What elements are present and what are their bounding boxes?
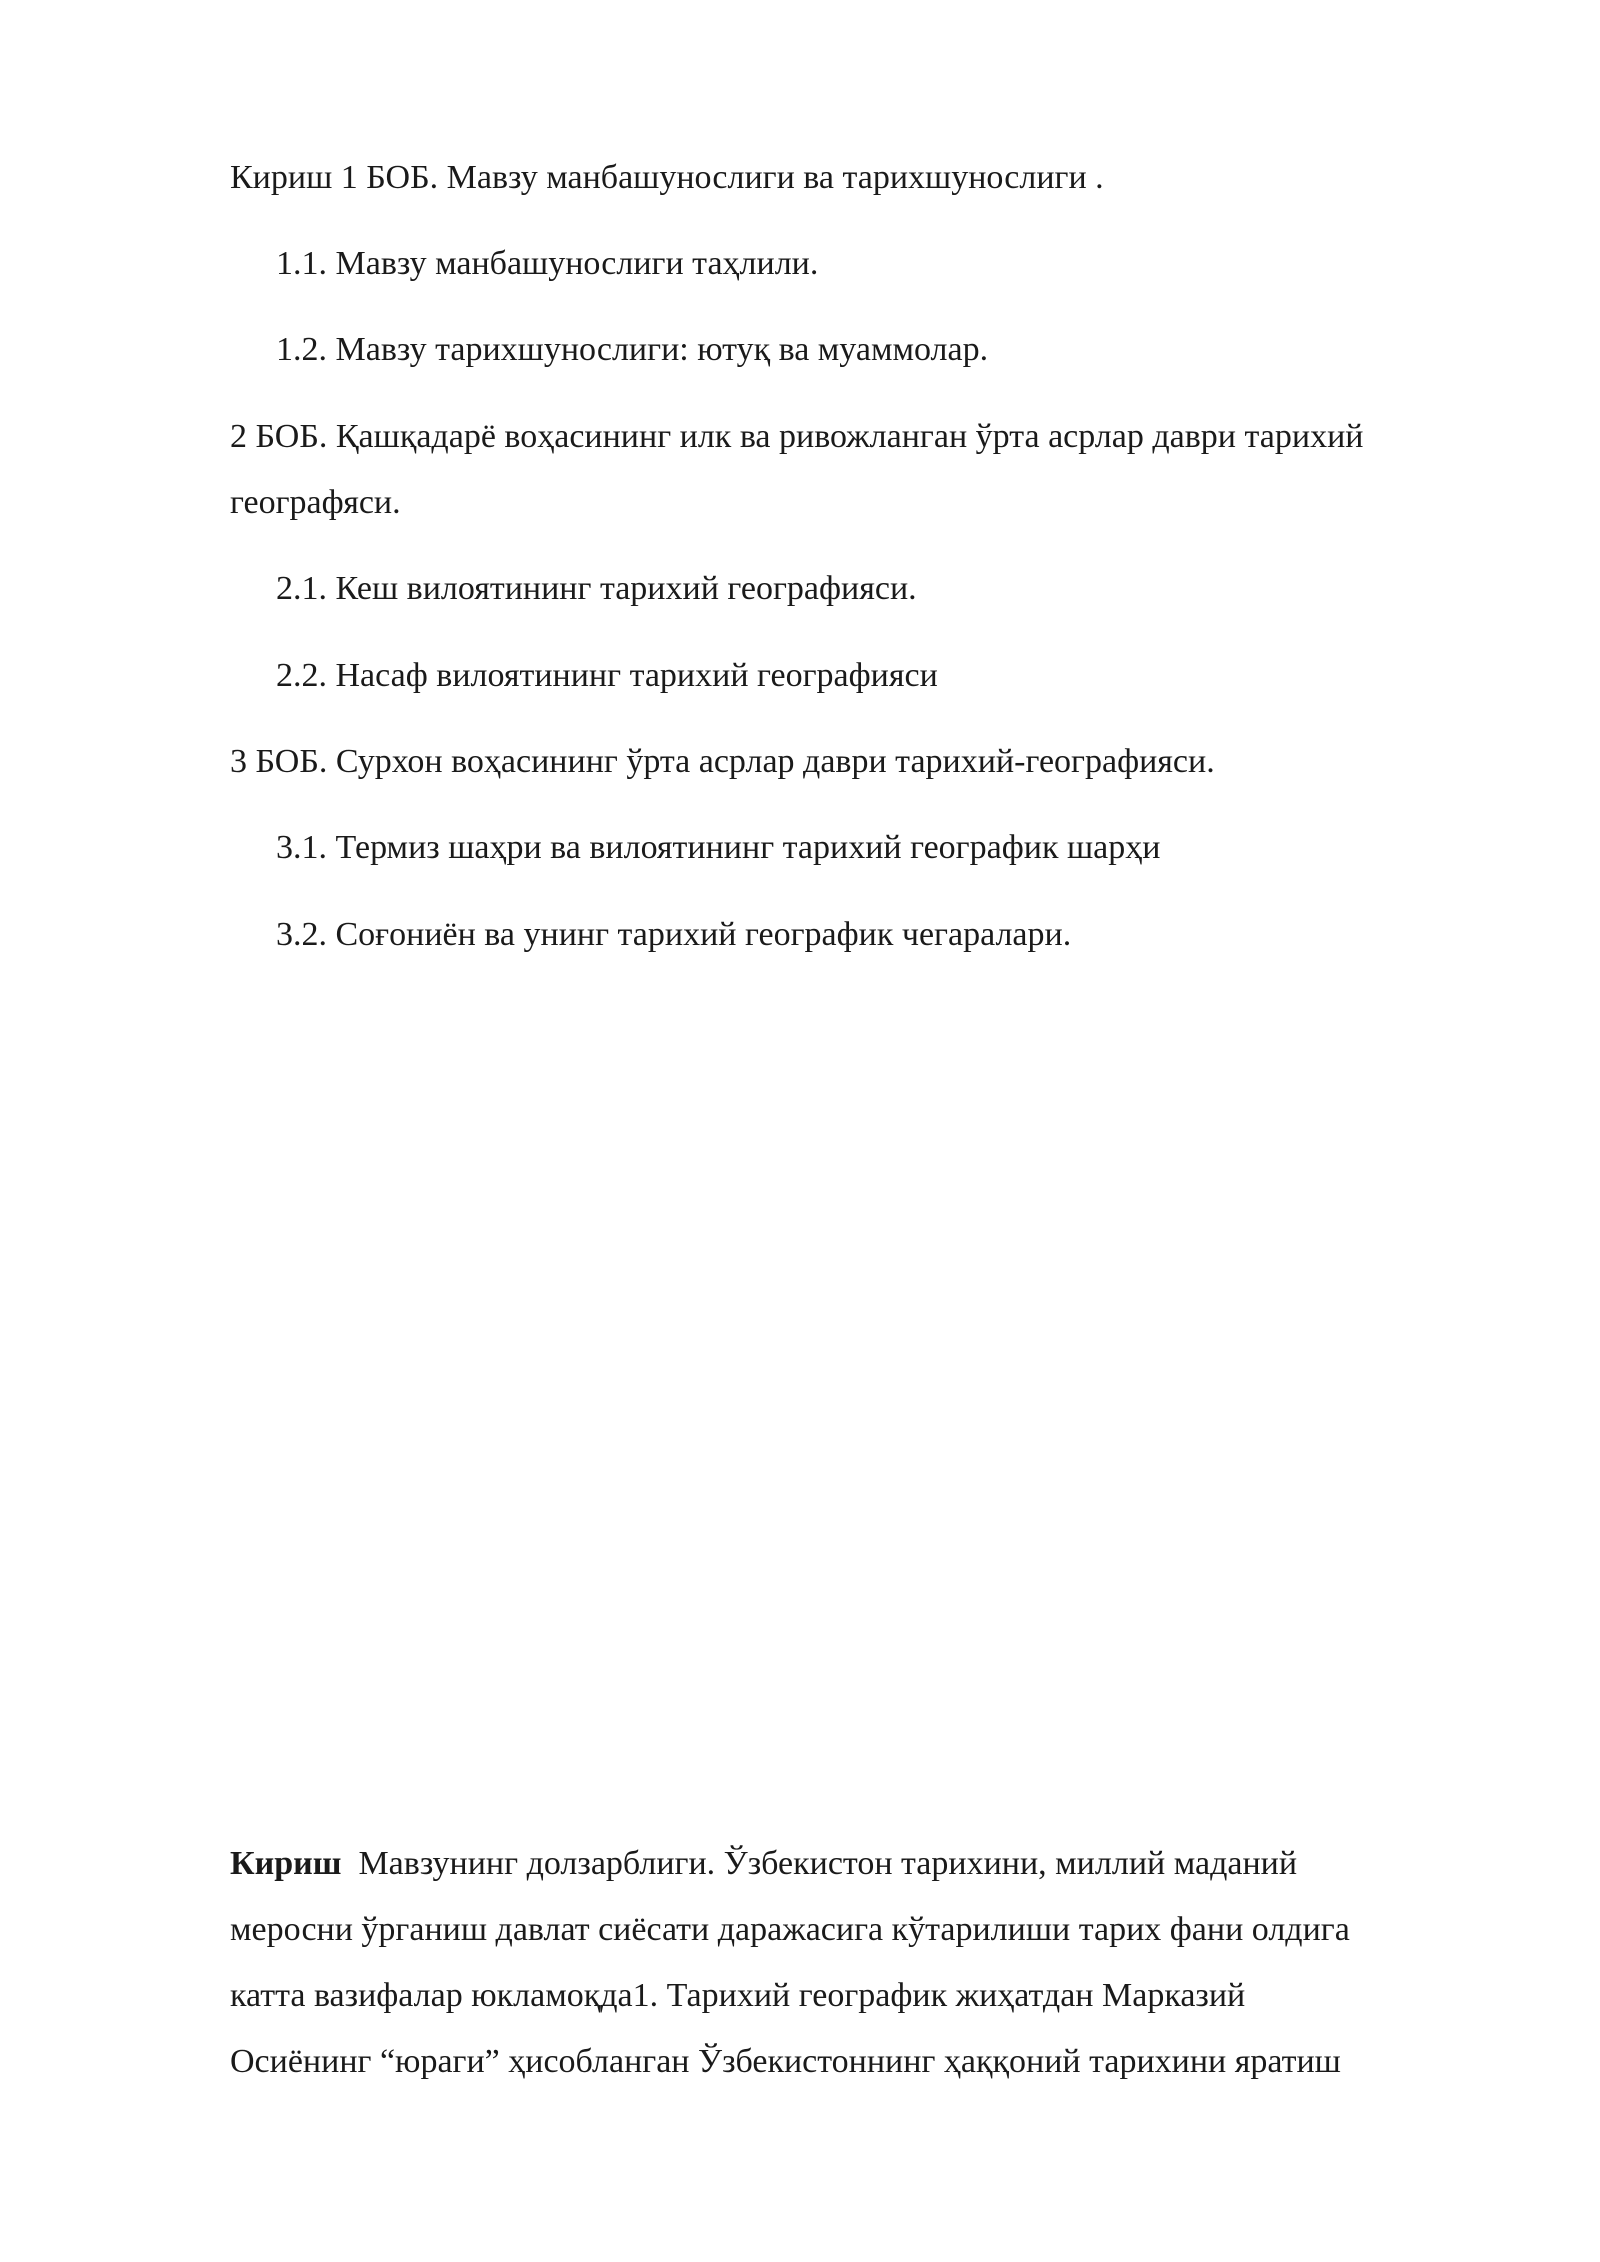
toc-line-chapter-2: 2 БОБ. Қашқадарё воҳасининг илк ва ривожланган ўрта асрлар даври тарихий [230, 418, 1364, 455]
intro-line-1-text: Мавзунинг долзарблиги. Ўзбекистон тарихини, миллий маданий [341, 1845, 1298, 1882]
toc-line-2-1: 2.1. Кеш вилоятининг тарихий географияси. [276, 570, 917, 607]
toc-line-introduction-chapter-1: Кириш 1 БОБ. Мавзу манбашунослиги ва тарихшунослиги . [230, 159, 1104, 196]
toc-line-3-2: 3.2. Соғониён ва унинг тарихий географик чегаралари. [276, 916, 1072, 953]
intro-line-2: меросни ўрганиш давлат сиёсати даражасига кўтарилиши тарих фани олдига [230, 1911, 1350, 1948]
toc-line-chapter-3: 3 БОБ. Сурхон воҳасининг ўрта асрлар даври тарихий-географияси. [230, 743, 1215, 780]
toc-line-1-1: 1.1. Мавзу манбашунослиги таҳлили. [276, 245, 819, 282]
toc-line-2-2: 2.2. Насаф вилоятининг тарихий географияси [276, 657, 938, 694]
intro-heading: Кириш [230, 1845, 342, 1882]
toc-line-3-1: 3.1. Термиз шаҳри ва вилоятининг тарихий географик шарҳи [276, 829, 1161, 866]
intro-line-4: Осиёнинг “юраги” ҳисобланган Ўзбекистоннинг ҳаққоний тарихини яратиш [230, 2043, 1341, 2080]
intro-line-1 [230, 1842, 1297, 1886]
intro-line-3: катта вазифалар юкламоқда1. Тарихий географик жиҳатдан Марказий [230, 1977, 1246, 2014]
toc-line-chapter-2-cont: географяси. [230, 484, 401, 521]
toc-line-1-2: 1.2. Мавзу тарихшунослиги: ютуқ ва муаммолар. [276, 331, 989, 368]
